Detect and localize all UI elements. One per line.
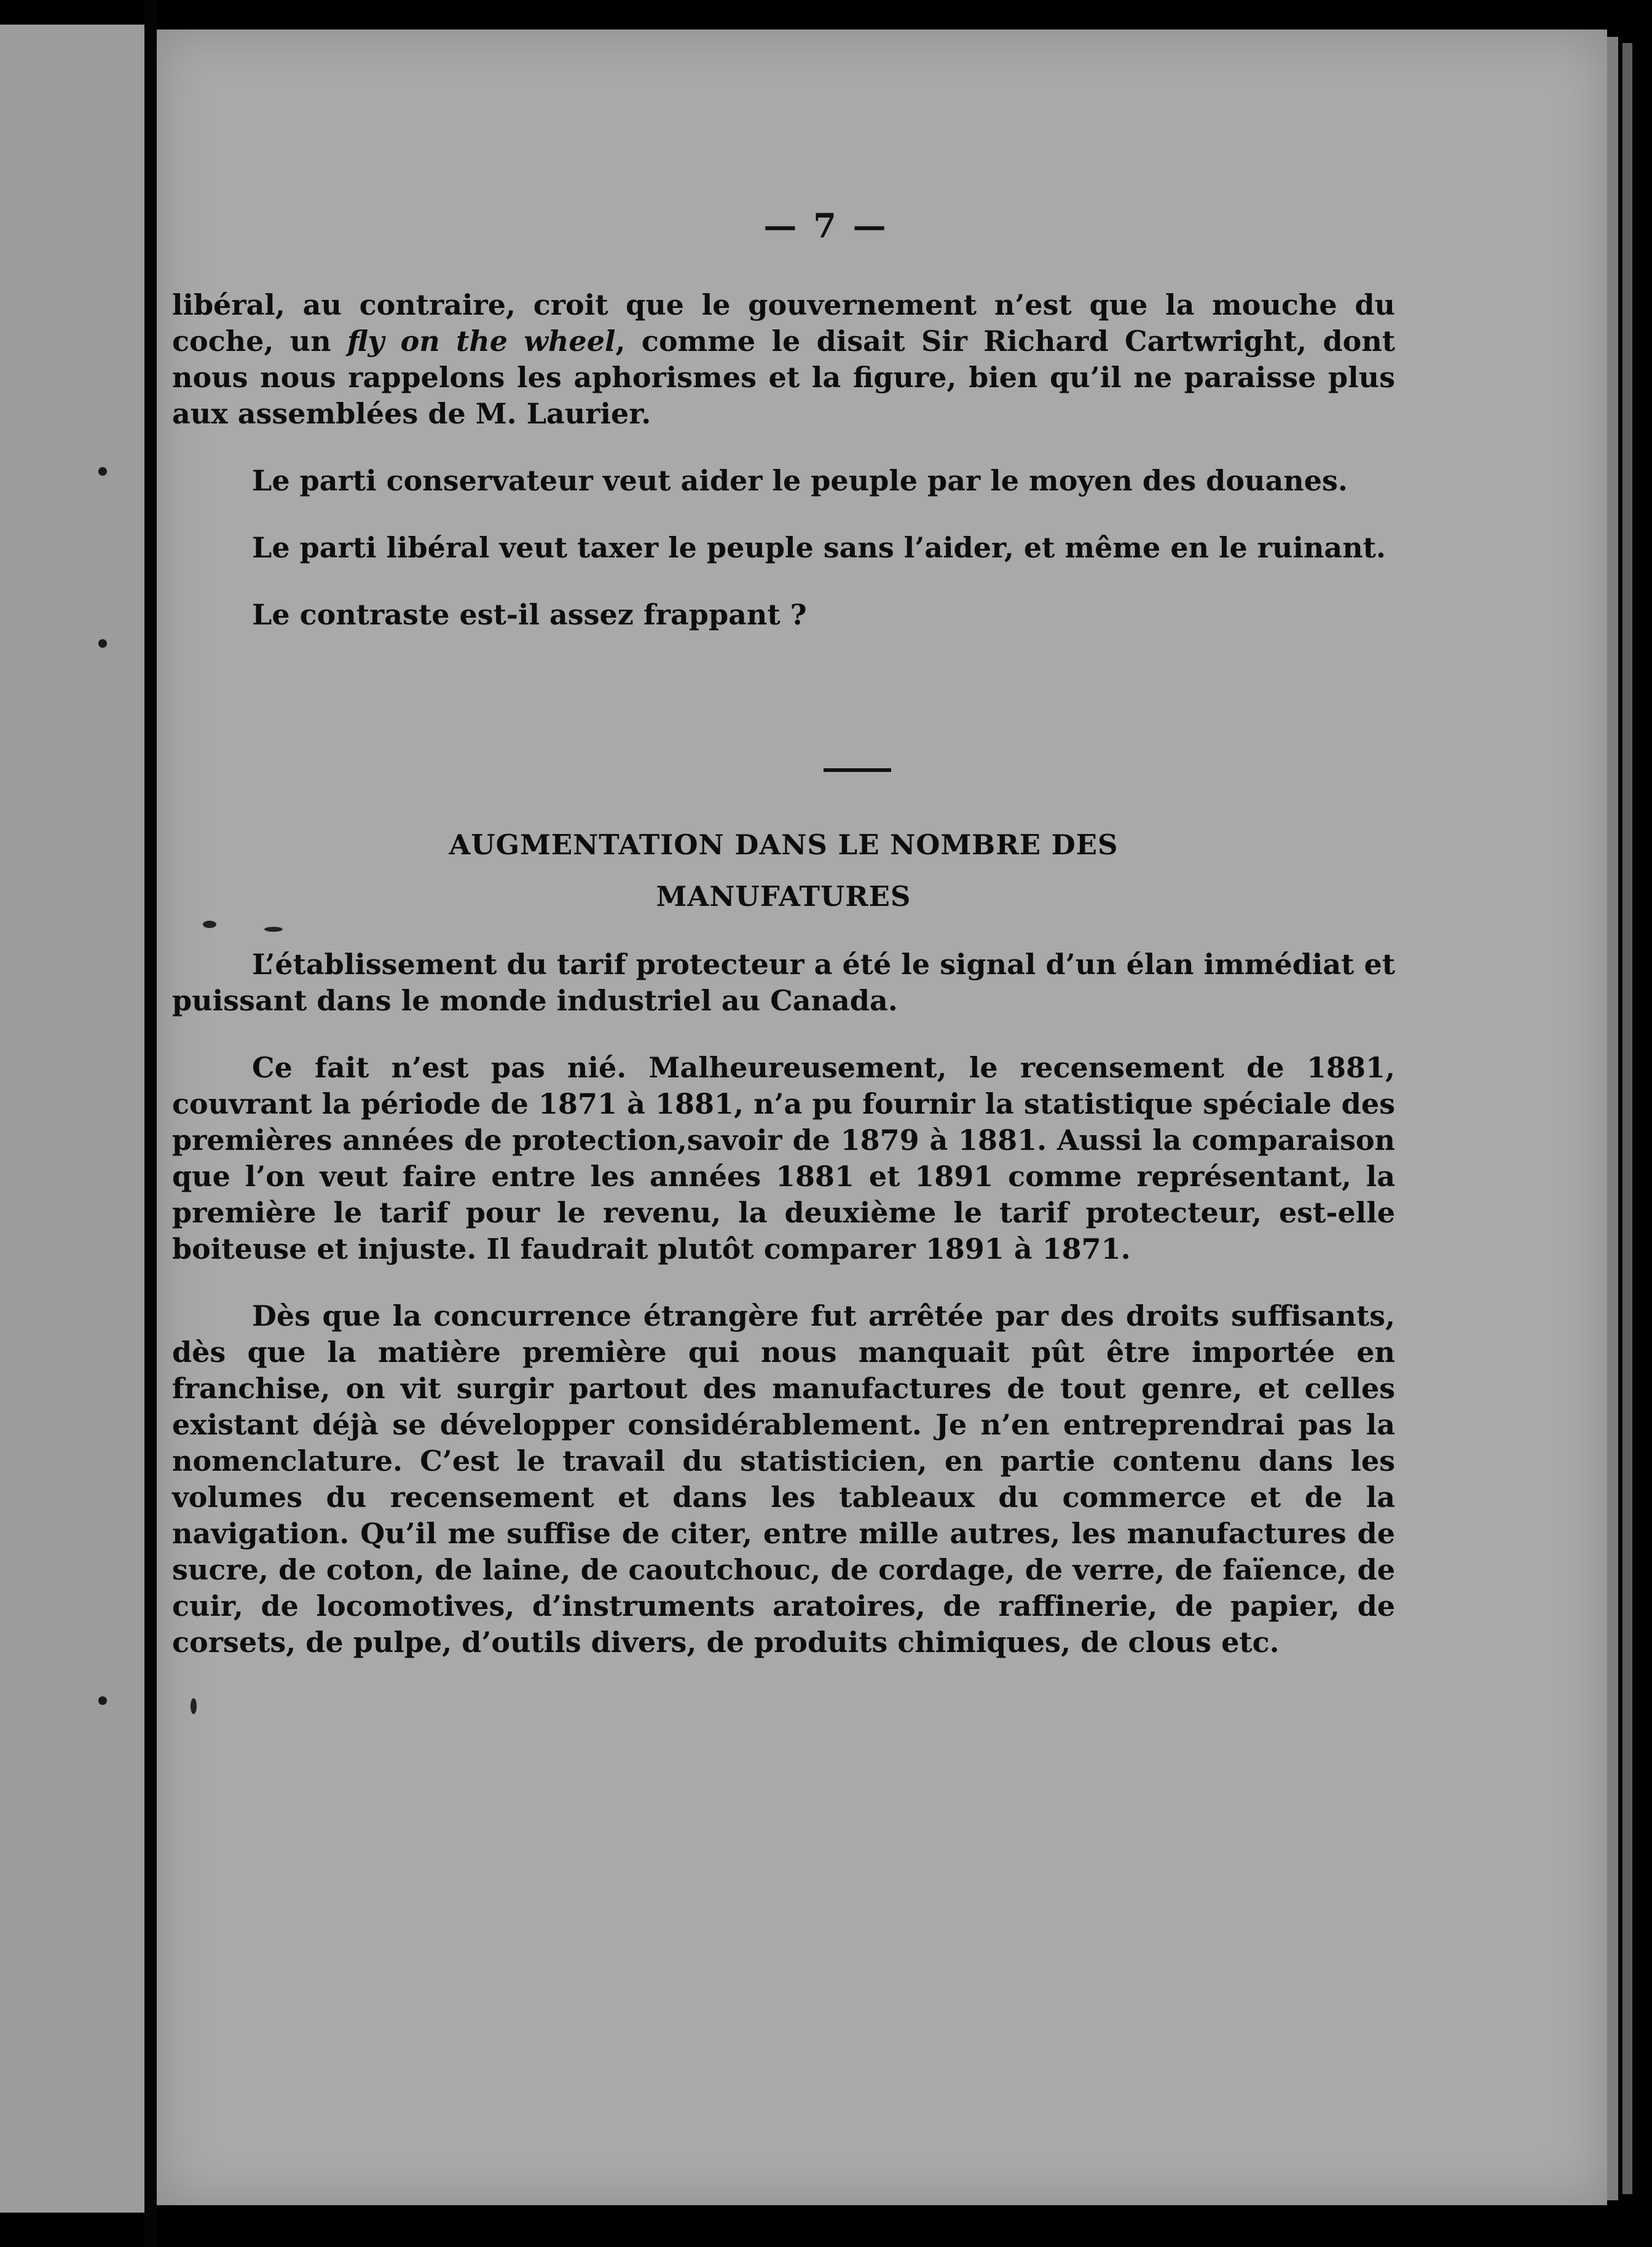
ink-speck [191,1698,197,1714]
section-heading-line2: MANUFATURES [656,880,911,913]
paragraph [172,287,1395,432]
paragraph-text: , comme le disait Sir Richard Cartwright, dont nous nous rappelons les aphorismes et la figure, bien qu’il ne paraisse plus aux assemblées de M. Laurier. [172,325,1396,430]
page-speck [98,467,107,476]
paragraph: Ce fait n’est pas nié. Malheureusement, le recensement de 1881, couvrant la période de 1871 à 1881, n’a pu fournir la statistique spéciale des premières années de protection,savoir de 1879 à 1881. Aussi la comparaison que l’on veut faire entre les années 1881 et 1891 comme représentant, la première le tarif pour le revenu, la deuxième le tarif protecteur, est-elle boiteuse et injuste. Il faudrait plutôt comparer 1891 à 1871. [172,1051,1395,1265]
text-section-bottom [172,946,1395,1661]
previous-page-strip [0,25,144,2213]
italic-phrase: fly on the wheel [347,325,616,358]
paragraph: Le parti libéral veut taxer le peuple sans l’aider, et même en le ruinant. [252,531,1386,564]
ink-speck [203,921,216,928]
section-heading: AUGMENTATION DANS LE NOMBRE DES [449,828,1119,861]
book-gutter [144,0,157,2247]
ink-speck [264,927,283,932]
page-edge [1622,43,1632,2194]
paragraph-text: libéral, au contraire, croit que le gouvernement n’est que la mouche du coche, un [172,288,1395,358]
page-speck [98,639,107,648]
page-number: — 7 — [763,206,889,245]
text-section-top [172,287,1395,633]
page-edge [1607,37,1618,2200]
paragraph: Le parti conservateur veut aider le peuple par le moyen des douanes. [252,464,1348,497]
paragraph: Le contraste est-il assez frappant ? [252,598,807,631]
page-speck [98,1696,107,1705]
section-divider [824,768,891,772]
paragraph: L’établissement du tarif protecteur a été le signal d’un élan immédiat et puissant dans le monde industriel au Canada. [172,948,1395,1017]
paragraph: Dès que la concurrence étrangère fut arrêtée par des droits suffisants, dès que la matière première qui nous manquait pût être importée en franchise, on vit surgir partout des manufactures de tout genre, et celles existant déjà se développer considérablement. Je n’en entreprendrai pas la nomenclature. C’est le travail du statisticien, en partie contenu dans les volumes du recensement et dans les tableaux du commerce et de la navigation. Qu’il me suffise de citer, entre mille autres, les manufactures de sucre, de coton, de laine, de caoutchouc, de cordage, de verre, de faïence, de cuir, de locomotives, d’instruments aratoires, de raffinerie, de papier, de corsets, de pulpe, d’outils divers, de produits chimiques, de clous etc. [172,1299,1395,1659]
